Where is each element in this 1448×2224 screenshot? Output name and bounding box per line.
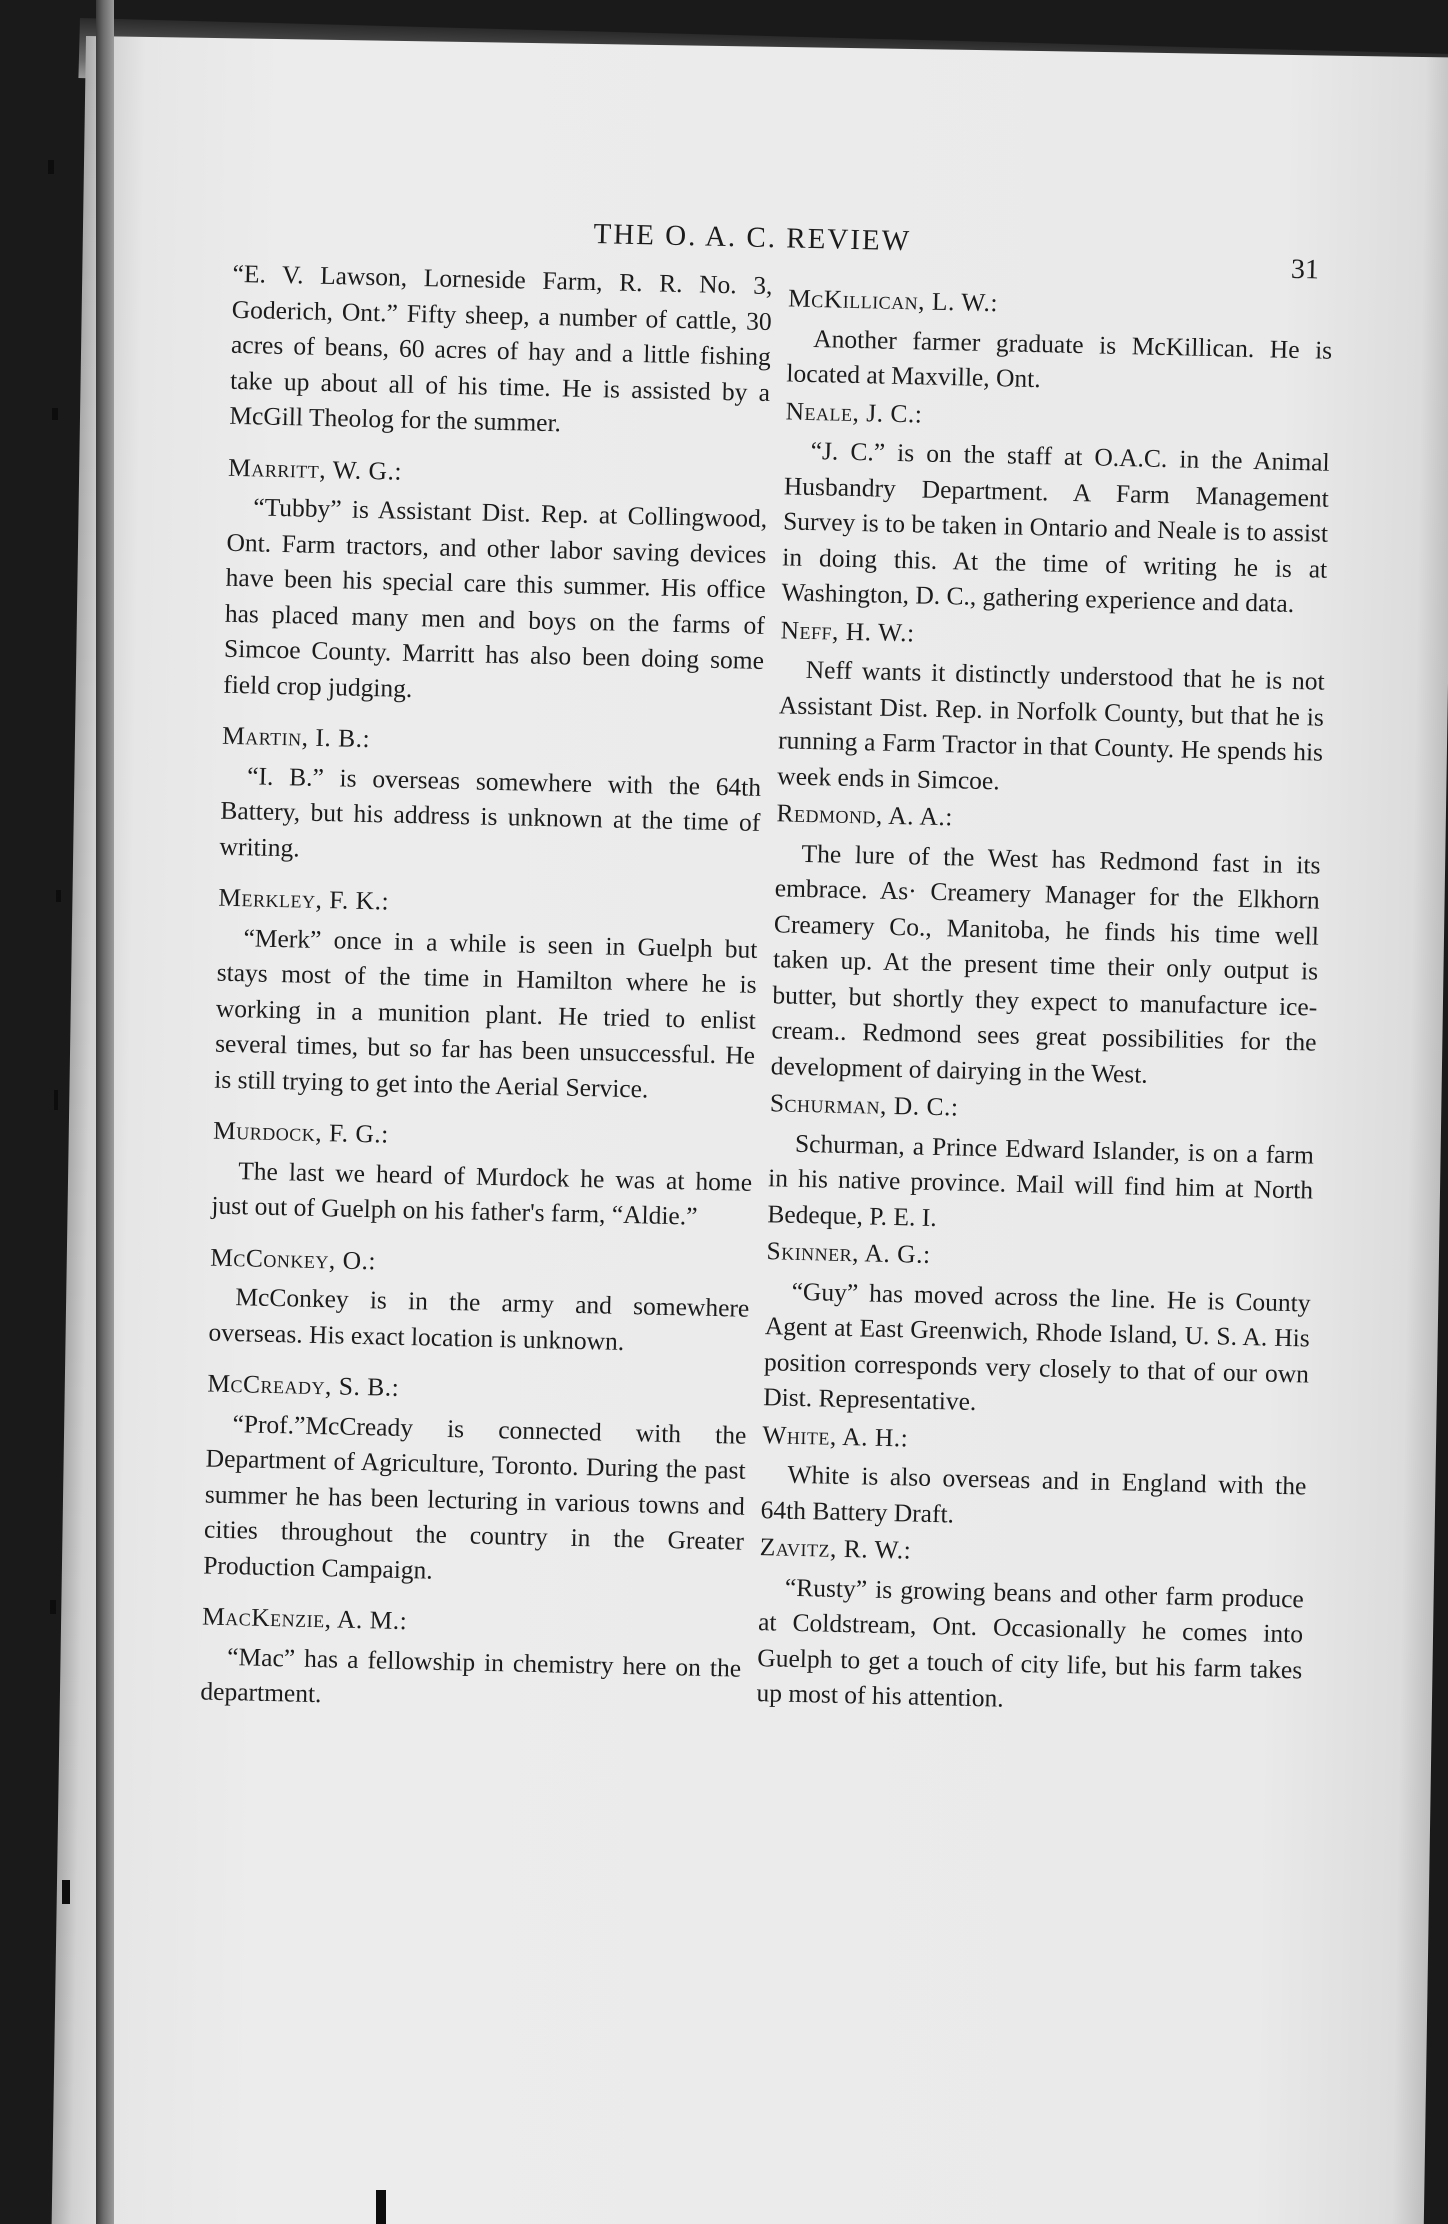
list-item <box>767 1085 1315 1243</box>
entry-name: Skinner, A. G.: <box>766 1236 931 1269</box>
list-item <box>781 393 1331 622</box>
list-item <box>219 718 762 876</box>
page-number: 31 <box>1290 253 1320 286</box>
entry-name: McConkey, O.: <box>209 1242 377 1275</box>
entry-name: Neale, J. C.: <box>785 395 923 429</box>
entry-name: Zavitz, R. W.: <box>759 1532 912 1565</box>
entry-text: “Guy” has moved across the line. He is County Agent at East Greenwich, Rhode Island, U. S. A. His position corresponds very closely to that of our own Dist. Representative. <box>762 1276 1311 1416</box>
entry-text: “Mac” has a fellowship in chemistry here on the department. <box>200 1641 742 1709</box>
entry-name: MacKenzie, A. M.: <box>201 1601 408 1636</box>
entry-name: Martin, I. B.: <box>221 720 371 754</box>
entry-text: Another farmer graduate is McKillican. He is located at Maxville, Ont. <box>786 323 1333 394</box>
entry-name: Merkley, F. K.: <box>218 882 390 916</box>
list-item <box>777 612 1326 806</box>
entry-text: Schurman, a Prince Edward Islander, is on a farm in his native province. Mail will find him at North Bedeque, P. E. I. <box>767 1128 1315 1232</box>
entry-text: “E. V. Lawson, Lorneside Farm, R. R. No. 3, Goderich, Ont.” Fifty sheep, a number of cattle, 30 acres of beans, 60 acres of hay and a little fishing take up about all of his time. He is assisted by a McGill Theolog for the summer. <box>229 258 773 438</box>
list-item <box>786 280 1333 403</box>
entry-name: Neff, H. W.: <box>780 614 916 647</box>
entry-name: Redmond, A. A.: <box>776 798 954 832</box>
list-item <box>211 1113 753 1236</box>
entry-text: White is also overseas and in England with the 64th Battery Draft. <box>760 1459 1307 1529</box>
entry-name: Marritt, W. G.: <box>227 452 403 486</box>
list-item <box>214 880 759 1109</box>
entry-name: Schurman, D. C.: <box>769 1088 959 1122</box>
entry-name: Murdock, F. G.: <box>212 1115 390 1149</box>
list-item <box>756 1529 1305 1723</box>
entry-text: Neff wants it distinctly understood that he is not Assistant Dist. Rep. in Norfolk County, but that he is running a Farm Tractor in that County. He spends his week ends in Simcoe. <box>777 654 1325 795</box>
list-item <box>760 1417 1307 1540</box>
entry-text: “J. C.” is on the staff at O.A.C. in the Animal Husbandry Department. A Farm Management Survey is to be taken in Ontario and Neale is to assist in doing this. At the time of writing he is at Washington, D. C., gathering experience and data. <box>781 435 1330 618</box>
entry-text: McConkey is in the army and somewhere overseas. His exact location is unknown. <box>208 1282 750 1356</box>
list-item <box>200 1598 742 1721</box>
intro-entry <box>229 256 773 446</box>
list-item <box>763 1233 1312 1427</box>
left-column <box>200 256 773 1737</box>
entry-name: McCready, S. B.: <box>207 1368 400 1402</box>
entry-text: “Rusty” is growing beans and other farm produce at Coldstream, Ont. Occasionally he comes into Guelph to get a touch of city life, but his farm takes up most of his attention. <box>756 1572 1305 1713</box>
right-column <box>756 280 1333 1724</box>
entry-text: “Tubby” is Assistant Dist. Rep. at Collingwood, Ont. Farm tractors, and other labor saving devices have been his special care this summer. His office has placed many men and boys on the farms of Simcoe County. Marritt has also been doing some field crop judging. <box>222 492 768 703</box>
entry-text: “I. B.” is overseas somewhere with the 64th Battery, but his address is unknown at the time of writing. <box>219 760 762 862</box>
list-item <box>770 795 1321 1095</box>
list-item <box>203 1366 748 1595</box>
entry-text: The lure of the West has Redmond fast in its embrace. As· Creamery Manager for the Elkhorn Creamery Co., Manitoba, he finds his time well taken up. At the present time their only output is butter, but shortly they expect to manufacture ice-cream.. Redmond sees great possibilities for the development of dairying in the West. <box>770 838 1321 1089</box>
entry-name: McKillican, L. W.: <box>787 283 999 318</box>
running-head: THE O. A. C. REVIEW <box>593 218 912 258</box>
entry-text: The last we heard of Murdock he was at home just out of Guelph on his father's farm, “Aldie.” <box>211 1155 753 1231</box>
entry-text: “Merk” once in a while is seen in Guelph but stays most of the time in Hamilton where he is working in a munition plant. He tried to enlist several times, but so far has been unsuccessful. He is still trying to get into the Aerial Service. <box>214 922 758 1103</box>
list-item <box>223 449 769 714</box>
list-item <box>208 1239 750 1362</box>
entry-text: “Prof.”McCready is connected with the Department of Agriculture, Toronto. During the past summer he has been lecturing in various towns and cities throughout the country in the Greater Production Campaign. <box>202 1408 747 1585</box>
entry-name: White, A. H.: <box>762 1419 909 1452</box>
